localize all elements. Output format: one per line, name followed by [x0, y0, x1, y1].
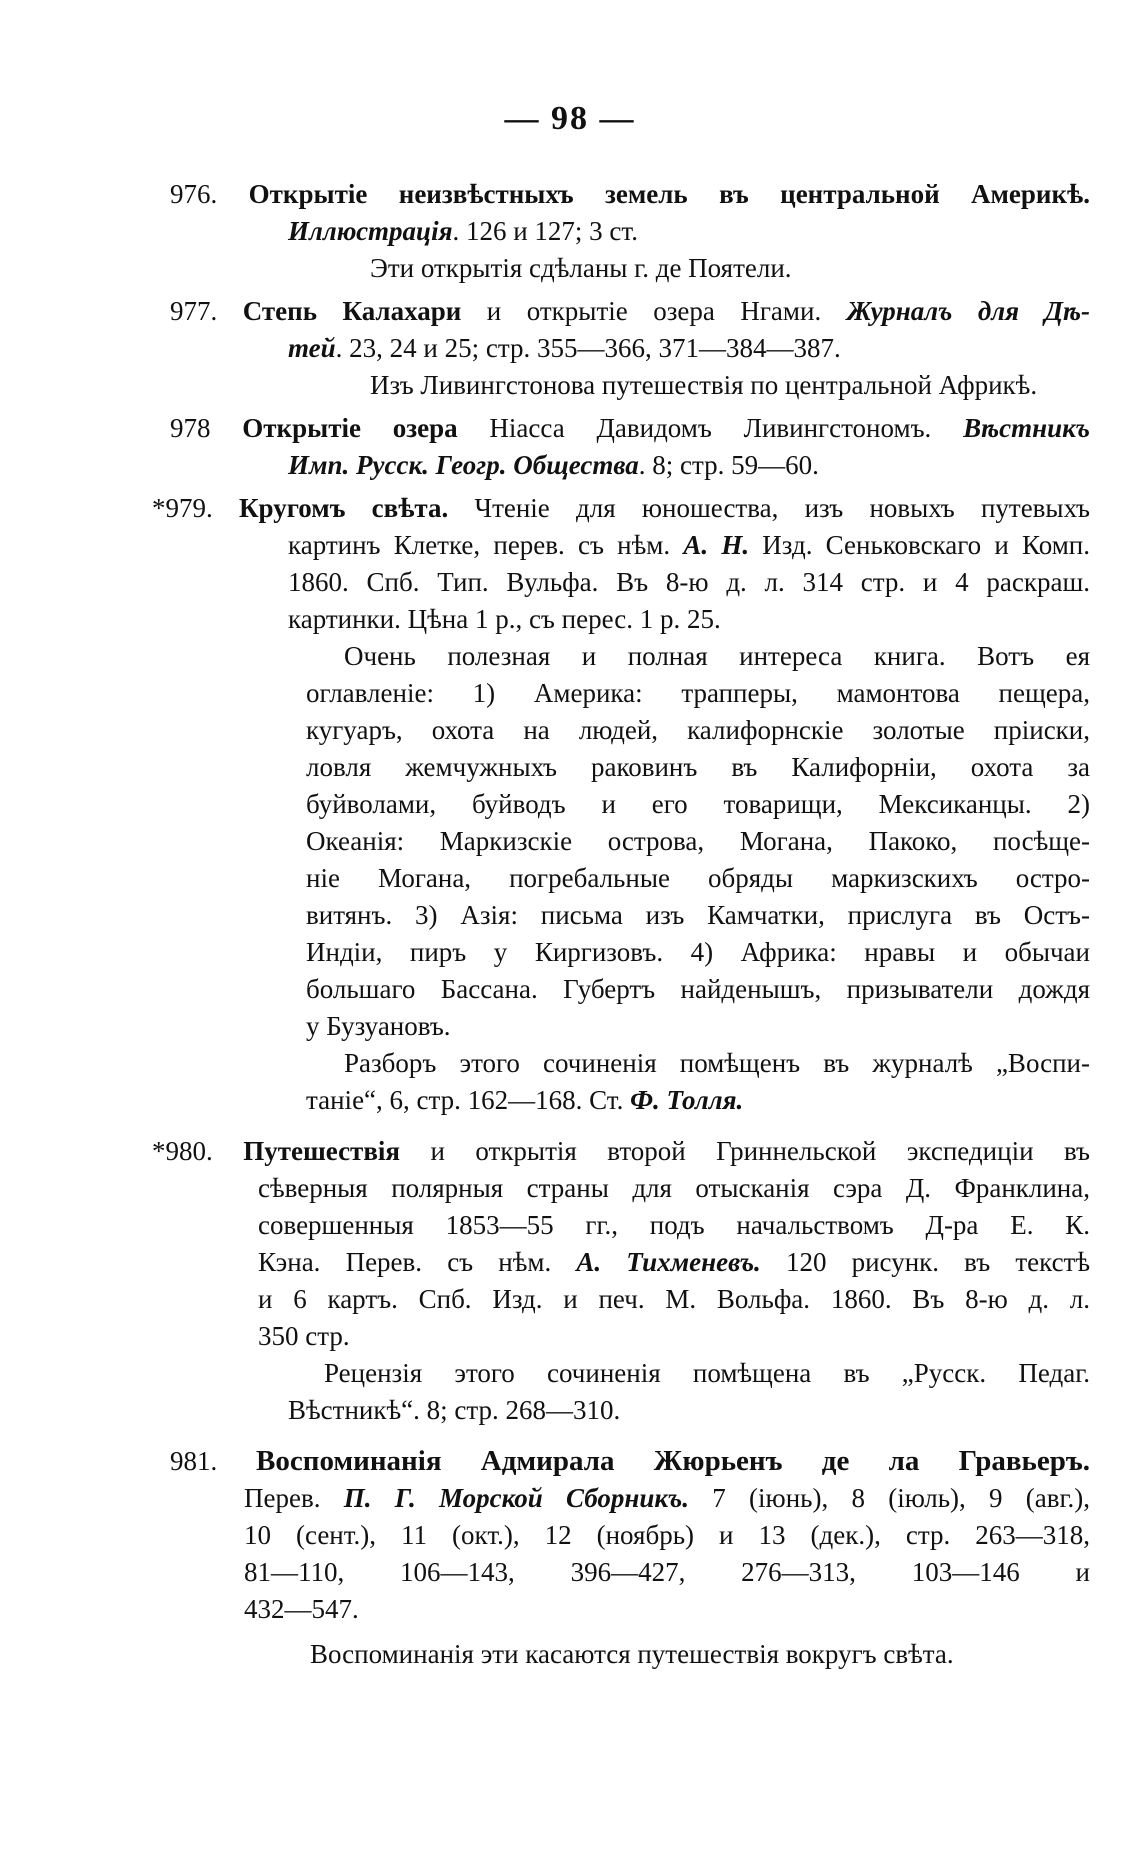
- entry-line: картинъ Клетке, перев. съ нѣм. А. Н. Изд. Сеньковскаго и Комп.: [288, 530, 1090, 560]
- entry-line: сѣверныя полярныя страны для отысканія сэра Д. Франклина,: [258, 1173, 1090, 1203]
- author: А. Н.: [683, 530, 750, 560]
- source-title: Журналъ для Дѣ-: [846, 296, 1090, 326]
- annotation-line: Индіи, пиръ у Киргизовъ. 4) Африка: нравы и обычаи: [306, 937, 1090, 967]
- entry-line: *980. Путешествія и открытія второй Гриннельской экспедиціи въ: [152, 1136, 1091, 1166]
- entry-line: 977. Степь Калахари и открытіе озера Нгами. Журналъ для Дѣ-: [170, 296, 1090, 326]
- review-line: Воспоминанія эти касаются путешествія вокругъ свѣта.: [310, 1639, 954, 1669]
- source-title: Имп. Русск. Геогр. Общества: [288, 450, 639, 480]
- entry-line: 432—547.: [244, 1594, 359, 1624]
- entry-annotation: [152, 638, 1090, 1119]
- review-line: Разборъ этого сочиненія помѣщенъ въ журналѣ „Воспи-: [344, 1048, 1090, 1078]
- entry-976: [170, 176, 1090, 287]
- annotation-line: ловля жемчужныхъ раковинъ въ Калифорніи, охота за: [306, 752, 1090, 782]
- entry-note: Эти открытія сдѣланы г. де Поятели.: [370, 253, 792, 283]
- entry-line: Имп. Русск. Геогр. Общества. 8; стр. 59—60.: [288, 450, 819, 480]
- entry-line: Перев. П. Г. Морской Сборникъ. 7 (іюнь), 8 (іюль), 9 (авг.),: [244, 1483, 1091, 1513]
- translator: А. Тихменевъ.: [576, 1247, 761, 1277]
- entry-line: 1860. Спб. Тип. Вульфа. Въ 8-ю д. л. 314 стр. и 4 раскраш.: [288, 567, 1090, 597]
- page-number: — 98 —: [504, 100, 636, 137]
- review-line: Рецензія этого сочиненія помѣщена въ „Русск. Педаг.: [324, 1358, 1090, 1388]
- reviewer: Ф. Толля.: [630, 1085, 744, 1115]
- annotation-line: Океанія: Маркизскіе острова, Могана, Пакоко, посѣще-: [306, 826, 1090, 856]
- source-title: Вѣстникъ: [963, 413, 1090, 443]
- entry-title: Кругомъ свѣта.: [238, 493, 449, 523]
- annotation-line: витянъ. 3) Азія: письма изъ Камчатки, прислуга въ Остъ-: [306, 900, 1090, 930]
- review-line: Вѣстникѣ“. 8; стр. 268—310.: [288, 1395, 621, 1425]
- annotation-line: большаго Бассана. Губертъ найденышъ, призыватели дождя: [306, 974, 1090, 1004]
- entry-title: Открытіе неизвѣстныхъ земель въ центральной Америкѣ.: [248, 179, 1090, 209]
- entry-line: и 6 картъ. Спб. Изд. и печ. М. Вольфа. 1860. Въ 8-ю д. л.: [258, 1284, 1090, 1314]
- entry-981: [170, 1443, 1090, 1673]
- entry-line: тей. 23, 24 и 25; стр. 355—366, 371—384—387.: [288, 333, 841, 363]
- entry-note: Изъ Ливингстонова путешествія по центральной Африкѣ.: [370, 370, 1038, 400]
- entry-line: 978 Открытіе озера Ніасса Давидомъ Ливингстономъ. Вѣстникъ: [170, 413, 1090, 443]
- entry-977: [170, 293, 1090, 404]
- bibliography-entries: [152, 176, 1091, 1679]
- annotation-line: оглавленіе: 1) Америка: трапперы, мамонтова пещера,: [306, 678, 1090, 708]
- entry-title: Открытіе озера: [242, 413, 458, 443]
- annotation-line: ніе Могана, погребальные обряды маркизскихъ остро-: [306, 863, 1090, 893]
- entry-979: [152, 490, 1090, 1119]
- annotation-line: буйволами, буйводъ и его товарищи, Мексиканцы. 2): [306, 789, 1090, 819]
- entry-978: [170, 410, 1090, 484]
- source-title: тей: [288, 333, 336, 363]
- review-line: таніе“, 6, стр. 162—168. Ст. Ф. Толля.: [306, 1085, 744, 1115]
- entry-title: Воспоминанія Адмирала Жюрьенъ де ла Гравьеръ.: [256, 1445, 1091, 1477]
- entry-line: *979. Кругомъ свѣта. Чтеніе для юношества, изъ новыхъ путевыхъ: [152, 493, 1090, 523]
- entry-line: 10 (сент.), 11 (окт.), 12 (ноябрь) и 13 (дек.), стр. 263—318,: [244, 1520, 1090, 1550]
- entry-line: 350 стр.: [258, 1321, 350, 1351]
- entry-line: Иллюстрація. 126 и 127; 3 ст.: [288, 216, 638, 246]
- entry-line: 981. Воспоминанія Адмирала Жюрьенъ де ла Гравьеръ.: [170, 1445, 1091, 1477]
- source-title: Иллюстрація: [288, 216, 453, 246]
- source-title: П. Г. Морской Сборникъ.: [343, 1483, 690, 1513]
- entry-980: [152, 1133, 1090, 1429]
- entry-line: картинки. Цѣна 1 р., съ перес. 1 р. 25.: [288, 604, 721, 634]
- annotation-line: кугуаръ, охота на людей, калифорнскіе золотые пріиски,: [306, 715, 1090, 745]
- annotation-line: Очень полезная и полная интереса книга. Вотъ ея: [344, 641, 1090, 671]
- entry-line: 81—110, 106—143, 396—427, 276—313, 103—146 и: [244, 1557, 1090, 1587]
- entry-line: совершенныя 1853—55 гг., подъ начальствомъ Д-ра Е. К.: [258, 1210, 1090, 1240]
- entry-title: Степь Калахари: [242, 296, 462, 326]
- annotation-line: у Бузуановъ.: [306, 1011, 451, 1041]
- entry-line: Кэна. Перев. съ нѣм. А. Тихменевъ. 120 рисунк. въ текстѣ: [258, 1247, 1091, 1277]
- entry-title: Путешествія: [243, 1136, 401, 1166]
- entry-line: 976. Открытіе неизвѣстныхъ земель въ центральной Америкѣ.: [170, 179, 1090, 209]
